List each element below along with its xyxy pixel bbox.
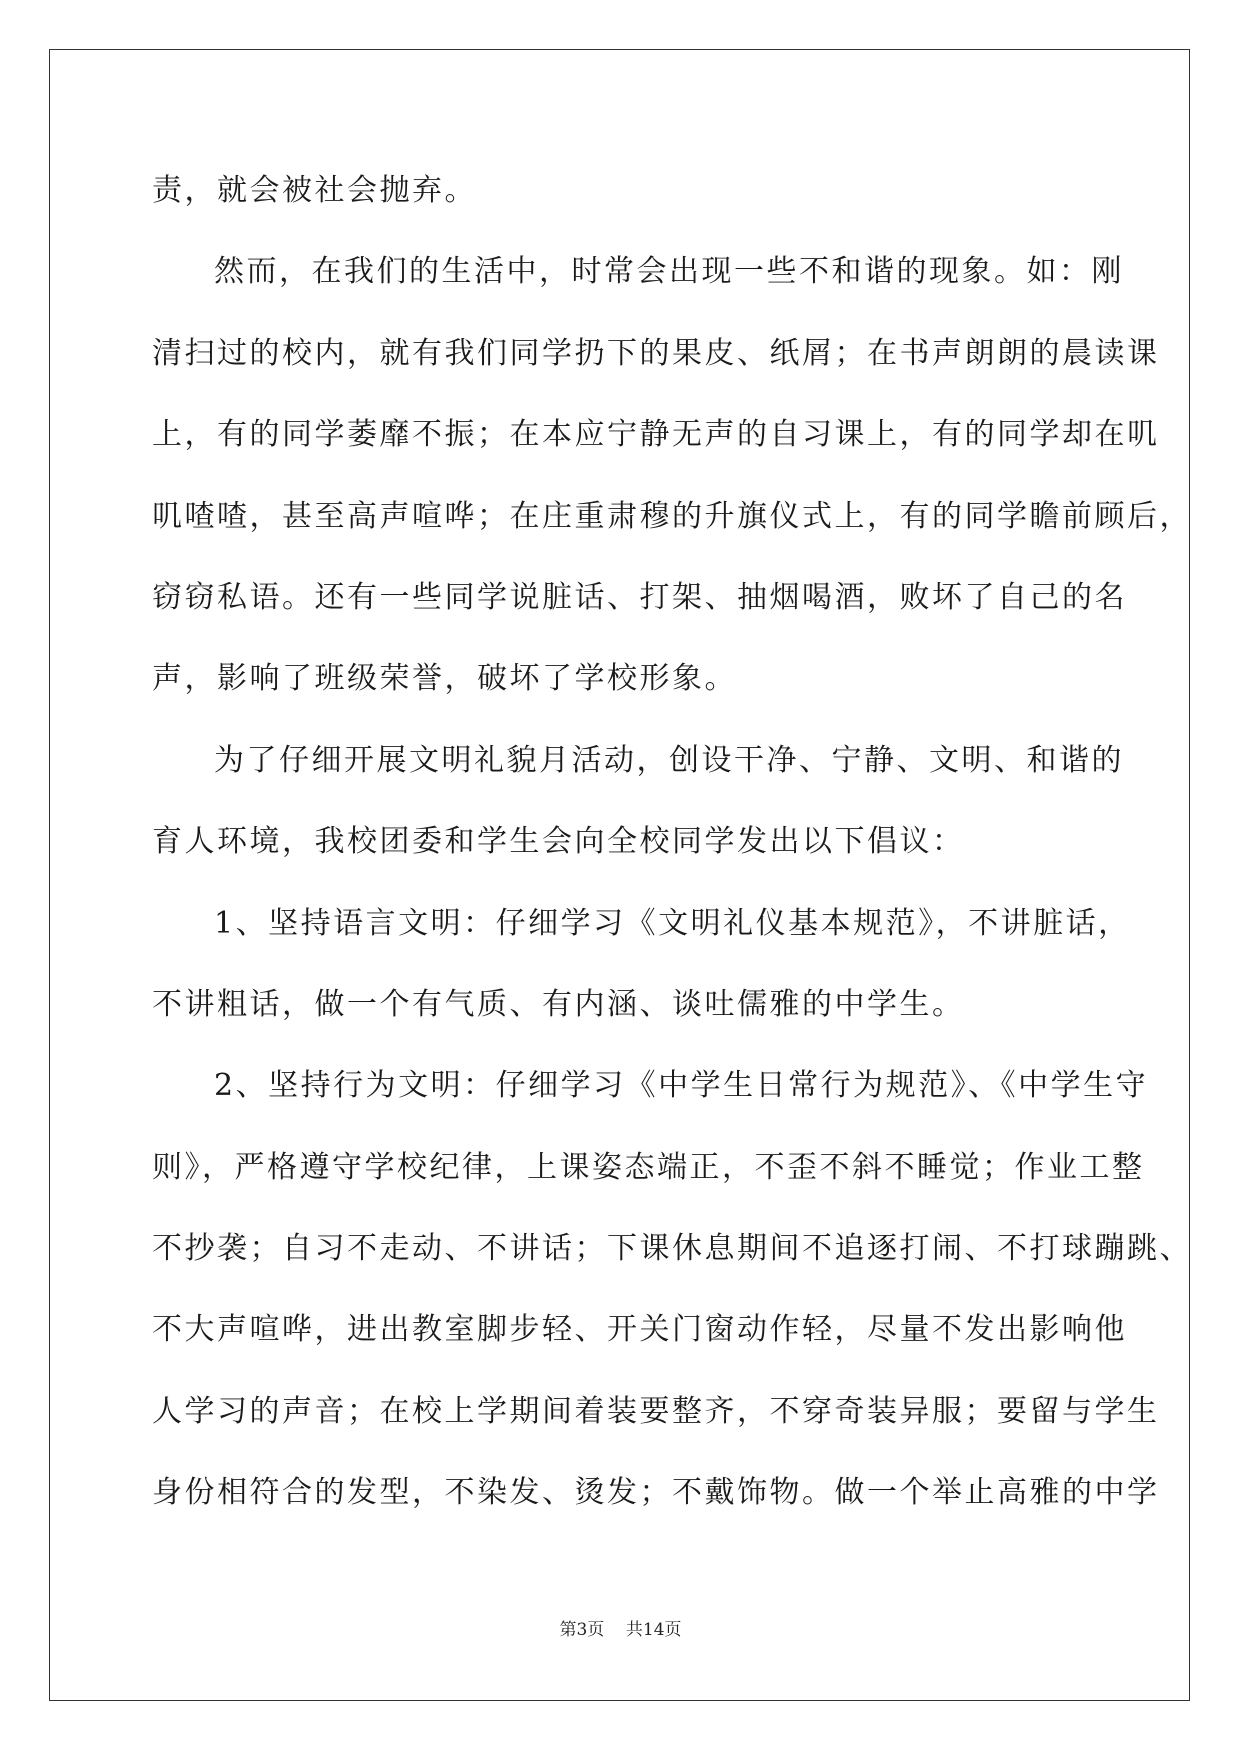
text-line-10: 1、坚持语言文明：仔细学习《文明礼仪基本规范》，不讲脏话， bbox=[214, 905, 1131, 941]
page-total: 共14页 bbox=[625, 1620, 682, 1640]
text-line-1: 责，就会被社会抛弃。 bbox=[152, 173, 477, 208]
text-line-5: 叽喳喳，甚至高声喧哗；在庄重肃穆的升旗仪式上，有的同学瞻前顾后， bbox=[152, 498, 1192, 534]
text-line-12: 2、坚持行为文明：仔细学习《中学生日常行为规范》、《中学生守 bbox=[214, 1068, 1149, 1104]
page-number: 第3页 bbox=[559, 1620, 605, 1640]
text-line-9: 育人环境，我校团委和学生会向全校同学发出以下倡议： bbox=[152, 824, 965, 860]
text-line-7: 声，影响了班级荣誉，破坏了学校形象。 bbox=[152, 661, 737, 697]
page-footer bbox=[0, 1619, 1241, 1641]
text-line-2: 然而，在我们的生活中，时常会出现一些不和谐的现象。如：刚 bbox=[214, 254, 1124, 290]
text-line-14: 不抄袭；自习不走动、不讲话；下课休息期间不追逐打闹、不打球蹦跳、 bbox=[152, 1231, 1192, 1267]
text-line-4: 上，有的同学萎靡不振；在本应宁静无声的自习课上，有的同学却在叽 bbox=[152, 417, 1160, 453]
text-line-13: 则》，严格遵守学校纪律，上课姿态端正，不歪不斜不睡觉；作业工整 bbox=[152, 1149, 1145, 1185]
text-line-8: 为了仔细开展文明礼貌月活动，创设干净、宁静、文明、和谐的 bbox=[214, 742, 1124, 778]
text-line-15: 不大声喧哗，进出教室脚步轻、开关门窗动作轻，尽量不发出影响他 bbox=[152, 1312, 1127, 1348]
text-line-16: 人学习的声音；在校上学期间着装要整齐，不穿奇装异服；要留与学生 bbox=[152, 1393, 1160, 1429]
text-line-6: 窃窃私语。还有一些同学说脏话、打架、抽烟喝酒，败坏了自己的名 bbox=[152, 579, 1127, 615]
document-body bbox=[152, 150, 1192, 1534]
text-line-3: 清扫过的校内，就有我们同学扔下的果皮、纸屑；在书声朗朗的晨读课 bbox=[152, 335, 1160, 371]
text-line-11: 不讲粗话，做一个有气质、有内涵、谈吐儒雅的中学生。 bbox=[152, 986, 965, 1022]
text-line-17: 身份相符合的发型，不染发、烫发；不戴饰物。做一个举止高雅的中学 bbox=[152, 1475, 1160, 1511]
